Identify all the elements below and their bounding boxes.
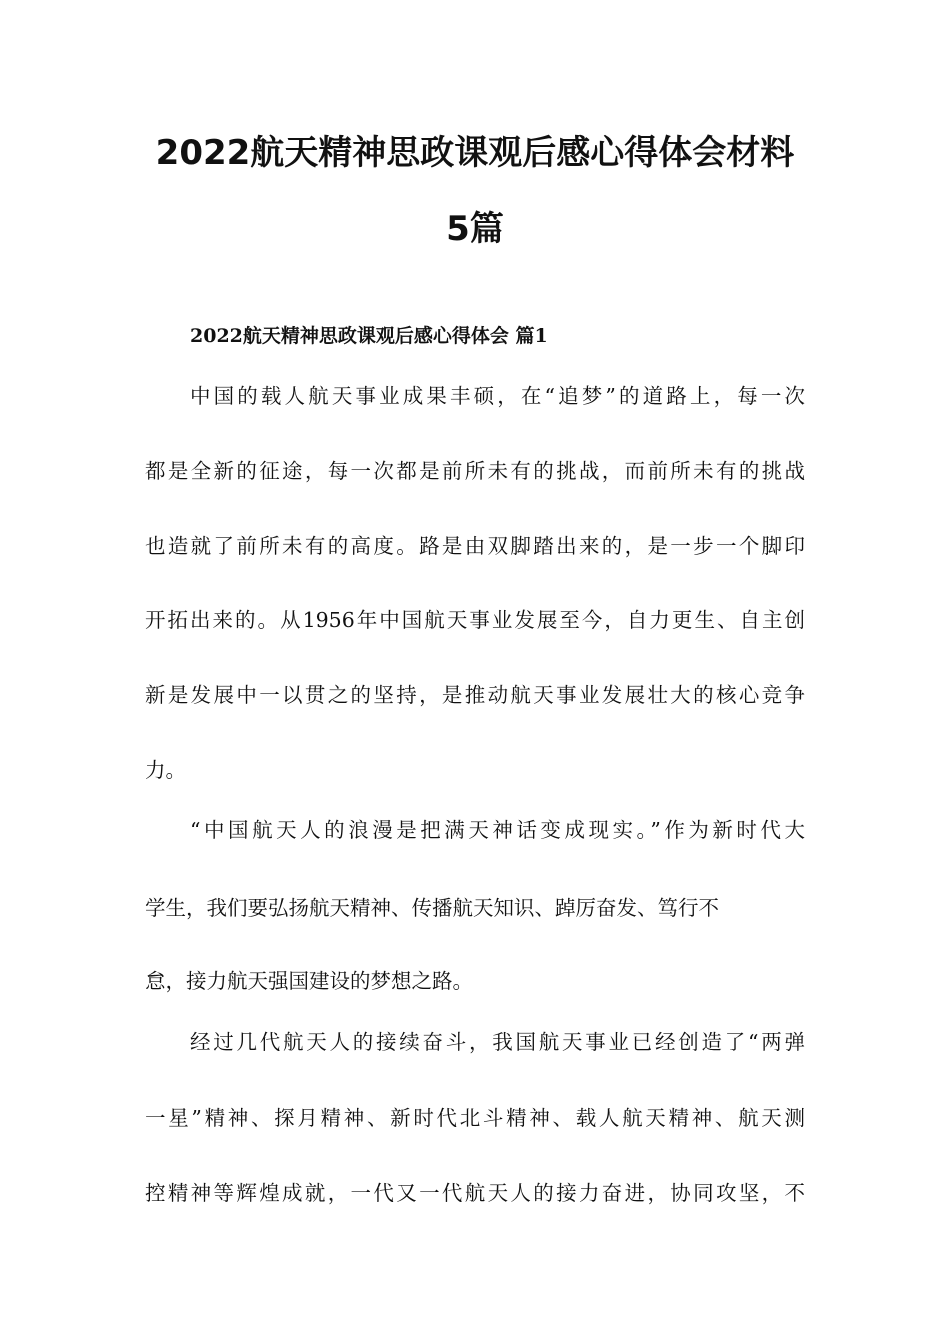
paragraph-line: 怠，接力航天强国建设的梦想之路。 (145, 969, 473, 993)
paragraph-line: 学生，我们要弘扬航天精神、传播航天知识、踔厉奋发、笃行不 (145, 896, 719, 920)
paragraph-line: 都是全新的征途，每一次都是前所未有的挑战，而前所未有的挑战 (145, 459, 805, 483)
document-title-line1: 2022航天精神思政课观后感心得体会材料 (155, 133, 795, 173)
section-heading: 2022航天精神思政课观后感心得体会 篇1 (190, 325, 548, 347)
paragraph-line: 也造就了前所未有的高度。路是由双脚踏出来的，是一步一个脚印 (145, 534, 805, 558)
paragraph-line: 控精神等辉煌成就，一代又一代航天人的接力奋进，协同攻坚，不 (145, 1181, 805, 1205)
paragraph-line: 新是发展中一以贯之的坚持，是推动航天事业发展壮大的核心竞争 (145, 683, 805, 707)
paragraph-line: 开拓出来的。从1956年中国航天事业发展至今，自力更生、自主创 (145, 608, 805, 632)
document-title-line2: 5篇 (446, 209, 504, 249)
paragraph-line: 中国的载人航天事业成果丰硕，在“追梦”的道路上，每一次 (190, 384, 805, 408)
paragraph-line: 一星”精神、探月精神、新时代北斗精神、载人航天精神、航天测 (145, 1106, 805, 1130)
paragraph-line: “中国航天人的浪漫是把满天神话变成现实。”作为新时代大 (190, 818, 805, 842)
paragraph-line: 力。 (145, 758, 186, 782)
paragraph-line: 经过几代航天人的接续奋斗，我国航天事业已经创造了“两弹 (190, 1030, 805, 1054)
